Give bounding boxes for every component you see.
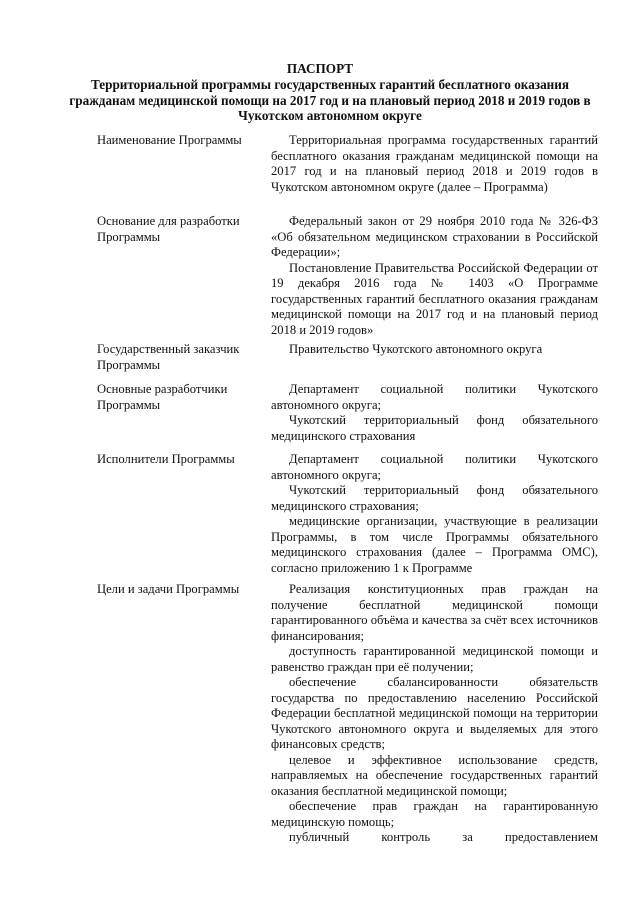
content-paragraph: медицинские организации, участвующие в реализации Программы, в том числе Программы обязательного медицинского страхования (далее – Программа ОМС), согласно приложению 1 к Программе [271,514,598,575]
row-content [271,342,598,358]
content-paragraph: Постановление Правительства Российской Федерации от 19 декабря 2016 года № 1403 «О Программе государственных гарантий бесплатного оказания гражданам медицинской помощи на 2017 год и на плановый период 2018 и 2019 годов» [271,260,598,337]
content-paragraph: Правительство Чукотского автономного округа [289,342,543,356]
content-paragraph: Чукотский территориальный фонд обязательного медицинского страхования [271,413,598,443]
content-paragraph: обеспечение прав граждан на гарантированную медицинскую помощь; [271,799,598,829]
content-paragraph: Департамент социальной политики Чукотского автономного округа; [271,452,598,482]
content-paragraph: Территориальная программа государственных гарантий бесплатного оказания гражданам медицинской помощи на 2017 год и на плановый период 2018 и 2019 годов в Чукотском автономном округе (далее – Программа) [271,133,598,194]
content-paragraph: Департамент социальной политики Чукотского автономного округа; [271,382,598,412]
content-paragraph: Федеральный закон от 29 ноября 2010 года № 326-ФЗ «Об обязательном медицинском страховании в Российской Федерации»; [271,214,598,259]
content-paragraph: обеспечение сбалансированности обязательств государства по предоставлению населению Российской Федерации бесплатной медицинской помощи на территории Чукотского автономного округа и выделяемых для этого финансовых средств; [271,675,598,751]
row-label: Государственный заказчик Программы [97,342,240,372]
row-label: Исполнители Программы [97,452,235,466]
document-subtitle: Территориальной программы государственных гарантий бесплатного оказания гражданам медицинской помощи на 2017 год и на плановый период 2018 и 2019 годов в Чукотском автономном округе [69,77,591,123]
row-label: Цели и задачи Программы [97,582,240,596]
row-label: Основные разработчики Программы [97,382,228,412]
row-label: Основание для разработки Программы [97,214,240,244]
content-paragraph: Чукотский территориальный фонд обязательного медицинского страхования; [271,483,598,513]
row-content [271,214,598,338]
row-content [271,582,598,846]
content-paragraph: доступность гарантированной медицинской помощи и равенство граждан при её получении; [271,644,598,674]
content-paragraph: Реализация конституционных прав граждан на получение бесплатной медицинской помощи гарантированного объёма и качества за счёт всех источников финансирования; [271,582,598,643]
content-paragraph: целевое и эффективное использование средств, направляемых на обеспечение государственных гарантий оказания бесплатной медицинской помощи; [271,752,598,798]
row-content [271,452,598,576]
document-title: ПАСПОРТ [286,61,354,76]
row-label: Наименование Программы [97,133,242,147]
row-content [271,133,598,195]
content-paragraph: публичный контроль за предоставлением [289,830,598,844]
row-content [271,382,598,444]
